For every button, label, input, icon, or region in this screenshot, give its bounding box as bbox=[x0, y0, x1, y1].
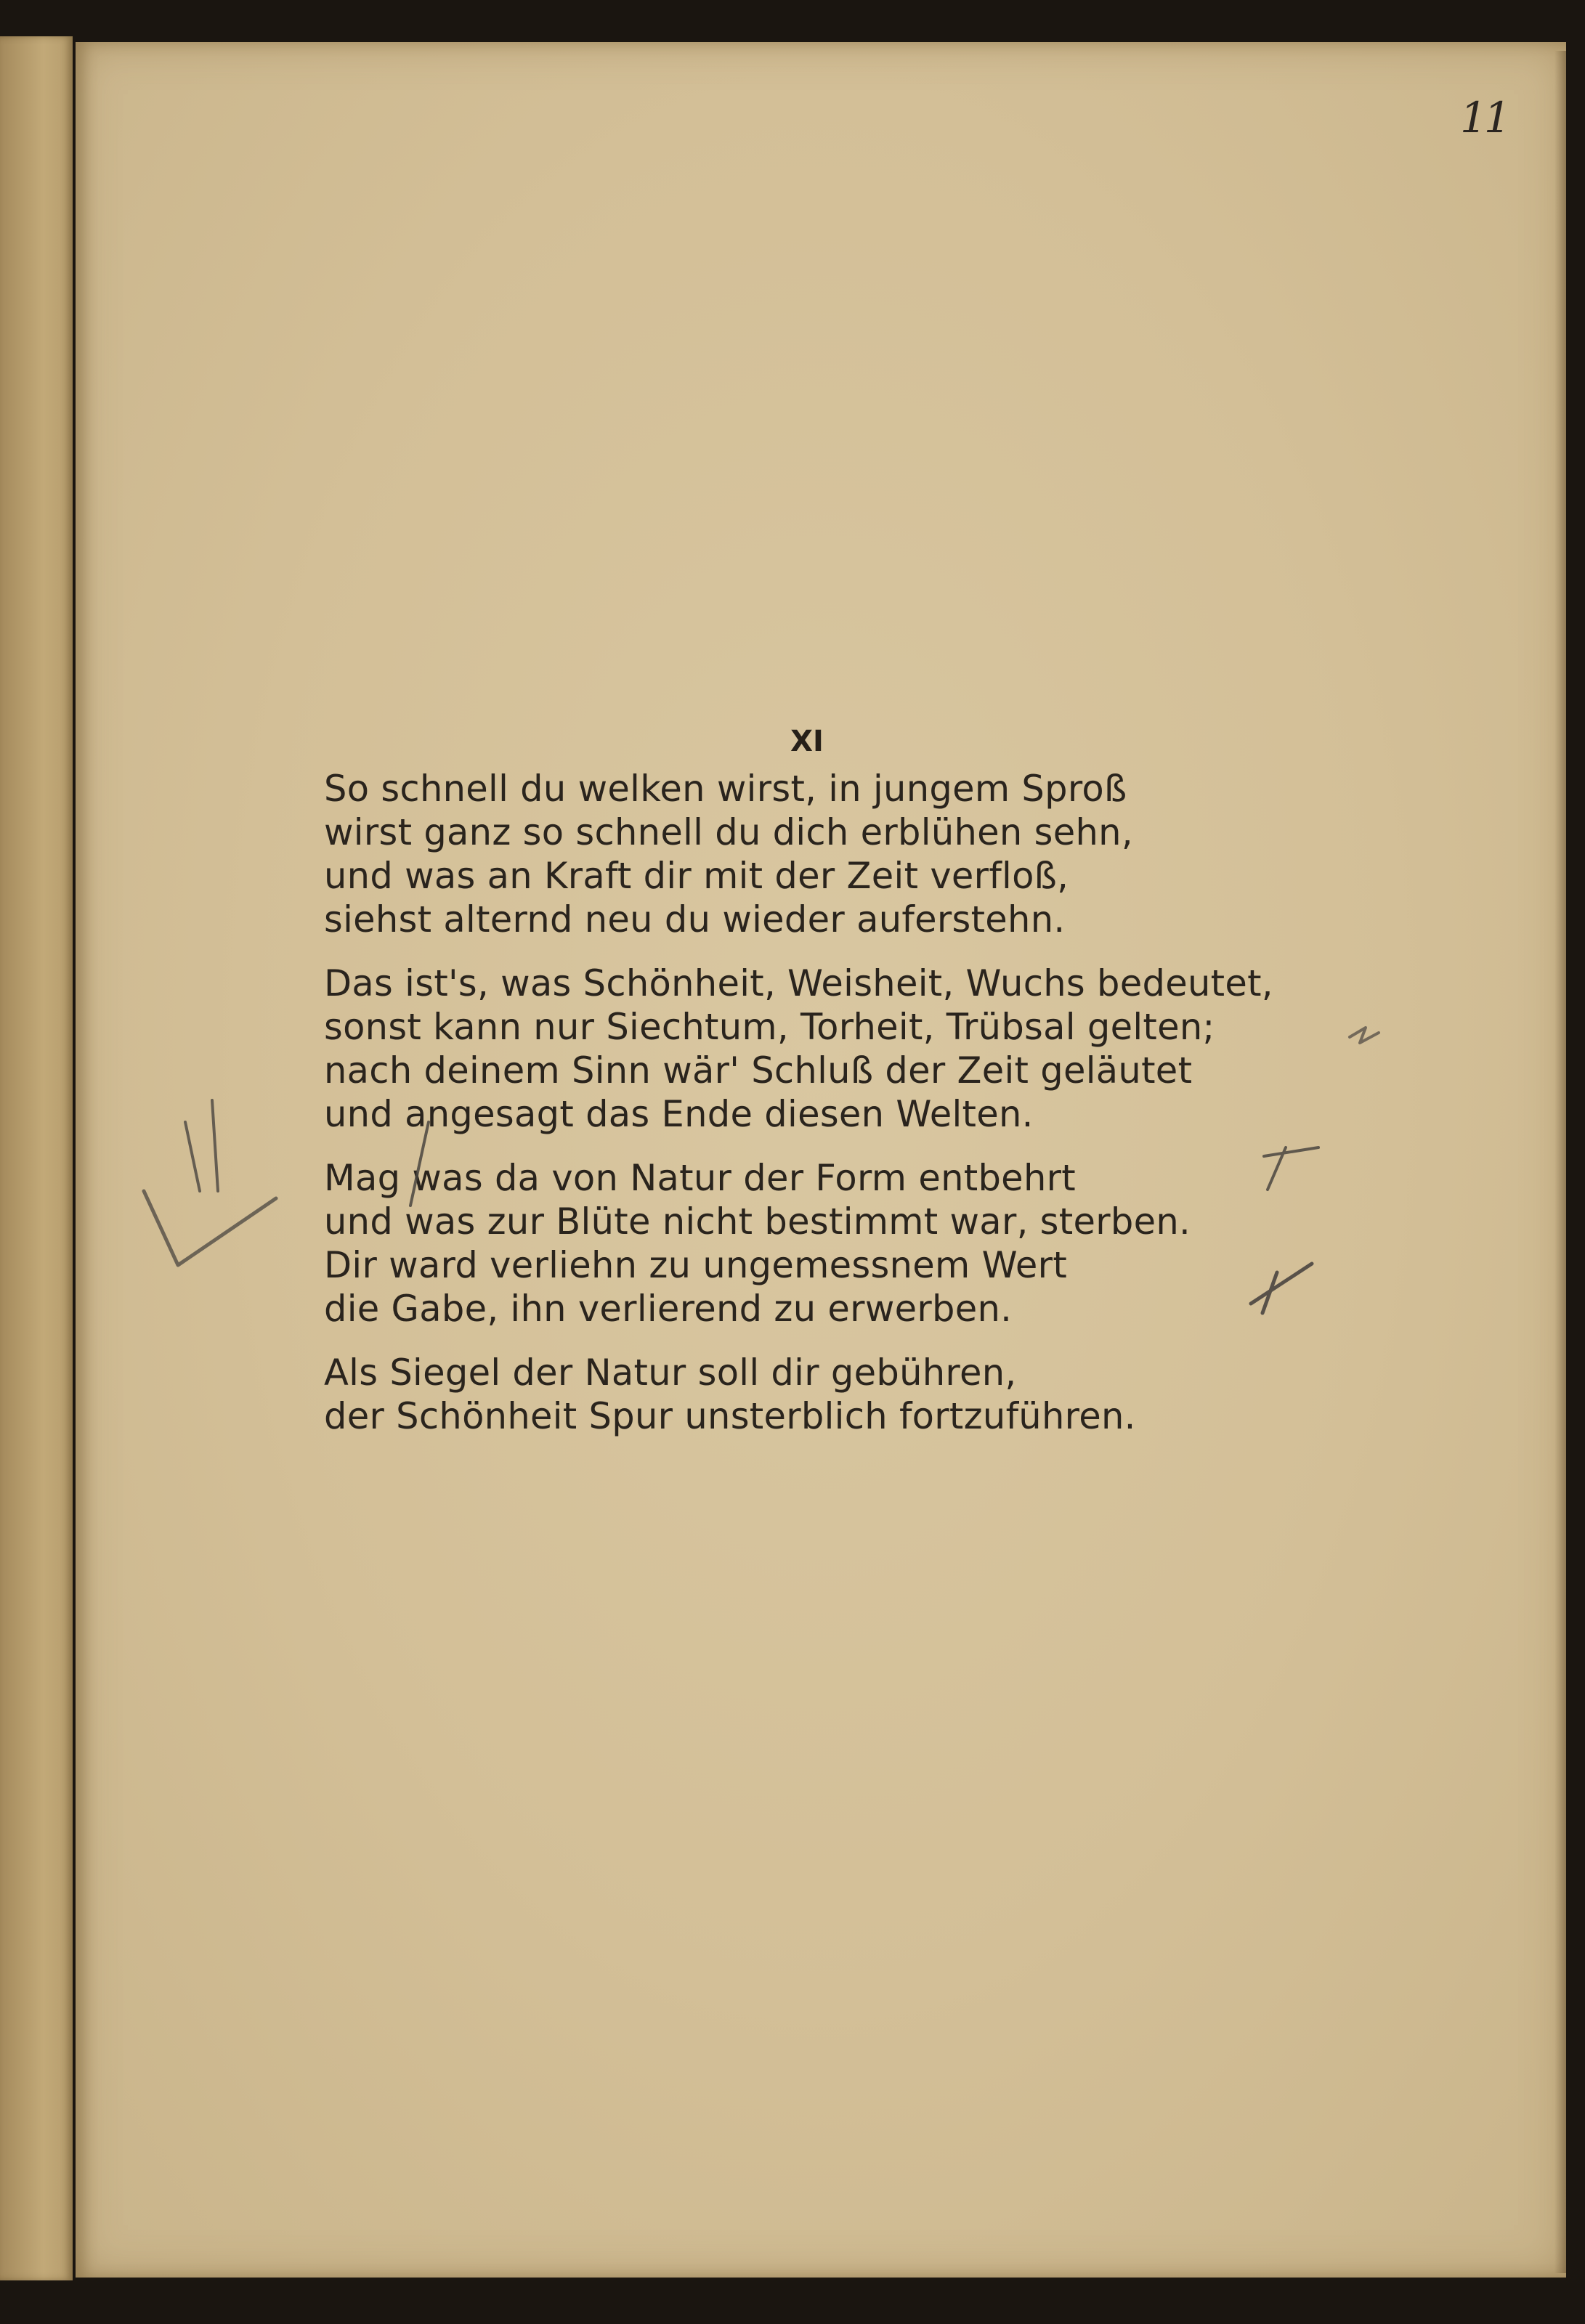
poem-line: die Gabe, ihn verlierend zu erwerben. bbox=[324, 1288, 1013, 1330]
poem-line: Dir ward verliehn zu ungemessnem Wert bbox=[324, 1244, 1068, 1286]
poem-body bbox=[324, 767, 1355, 1458]
poem-line: und was an Kraft dir mit der Zeit verfloß, bbox=[324, 855, 1069, 897]
stanza-1 bbox=[324, 767, 1355, 941]
poem-heading: XI bbox=[790, 725, 824, 758]
poem-line: nach deinem Sinn wär' Schluß der Zeit geläutet bbox=[324, 1049, 1193, 1092]
previous-page-edge bbox=[0, 36, 73, 2280]
poem-line: und was zur Blüte nicht bestimmt war, sterben. bbox=[324, 1200, 1191, 1243]
poem-line: der Schönheit Spur unsterblich fortzuführen. bbox=[324, 1395, 1136, 1437]
poem-line: sonst kann nur Siechtum, Torheit, Trübsal gelten; bbox=[324, 1006, 1215, 1048]
poem-line: Als Siegel der Natur soll dir gebühren, bbox=[324, 1352, 1017, 1394]
poem-line: So schnell du welken wirst, in jungem Sproß bbox=[324, 768, 1127, 810]
poem-line: Das ist's, was Schönheit, Weisheit, Wuchs bedeutet, bbox=[324, 962, 1273, 1004]
stanza-2 bbox=[324, 962, 1355, 1136]
poem-line: Mag was da von Natur der Form entbehrt bbox=[324, 1157, 1076, 1199]
poem-line: siehst alternd neu du wieder auferstehn. bbox=[324, 898, 1066, 940]
page-number: 11 bbox=[1460, 93, 1508, 142]
stanza-4 bbox=[324, 1351, 1355, 1438]
poem-line: wirst ganz so schnell du dich erblühen sehn, bbox=[324, 811, 1133, 853]
stanza-3 bbox=[324, 1156, 1355, 1330]
poem-line: und angesagt das Ende diesen Welten. bbox=[324, 1093, 1034, 1135]
page-edge-shadow bbox=[1554, 51, 1566, 2273]
